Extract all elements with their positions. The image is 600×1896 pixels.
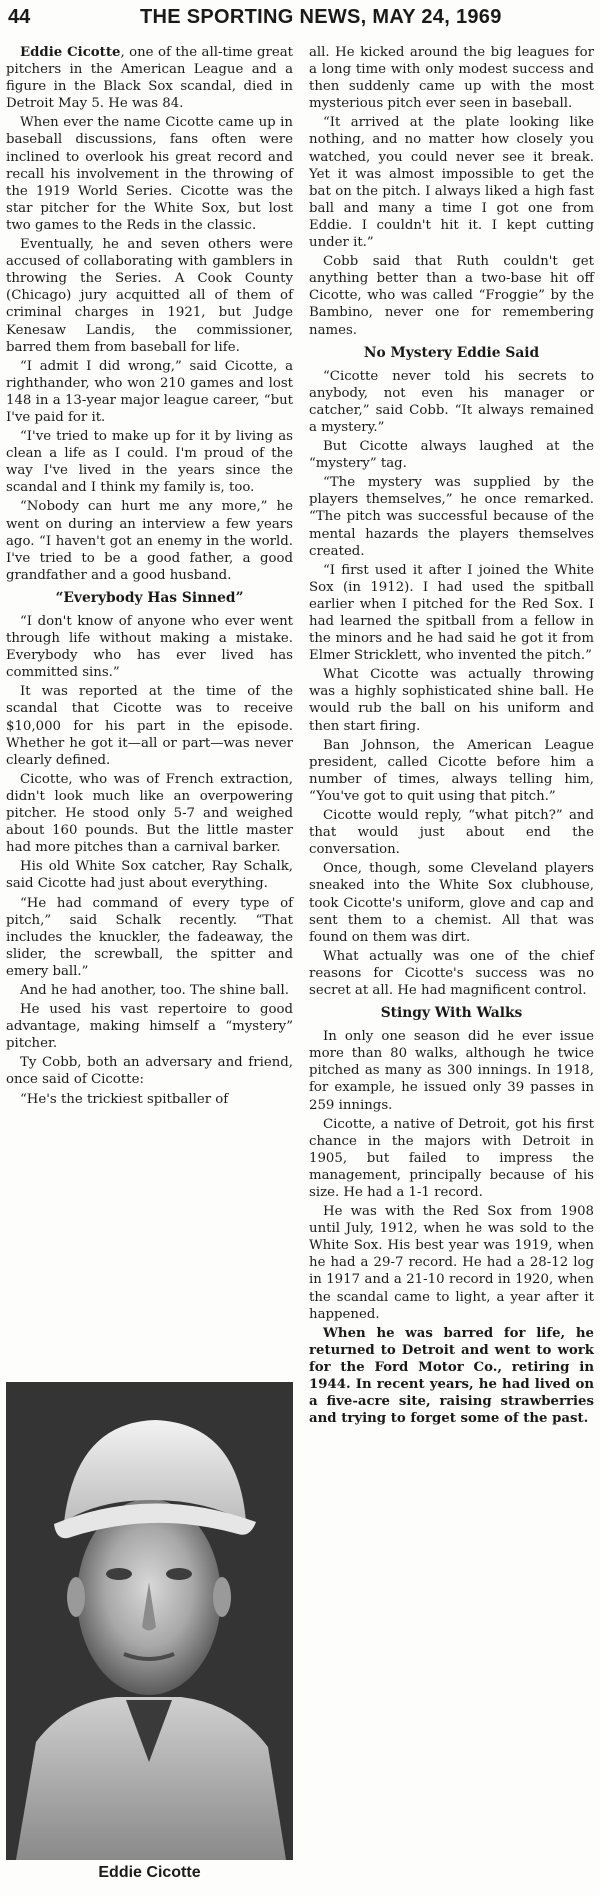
subhead-everybody-has-sinned: “Everybody Has Sinned” (55, 589, 244, 606)
page-number: 44 (8, 6, 31, 28)
article-paragraph: Cicotte, a native of Detroit, got his first chance in the majors with Detroit in 1905, but failed to impress the management, principally because of his size. He had a 1-1 record. (309, 1116, 594, 1200)
article-paragraph: What actually was one of the chief reasons for Cicotte's success was no secret at all. He had magnificent control. (309, 948, 594, 998)
article-column-right (309, 44, 594, 1429)
article-column-left (6, 44, 293, 1110)
article-paragraph: Ty Cobb, both an adversary and friend, once said of Cicotte: (6, 1055, 293, 1088)
article-paragraph: He was with the Red Sox from 1908 until July, 1912, when he was sold to the White Sox. His best year was 1919, when he had a 29-7 record. He had a 28-12 log in 1917 and a 21-10 record in 1920, when the scandal came to light, a year after it happened. (309, 1204, 594, 1322)
article-paragraph: “He had command of every type of pitch,” said Schalk recently. “That includes the knuckler, the fadeaway, the slider, the screwball, the spitter and emery ball.” (6, 895, 293, 979)
lead-name: Eddie Cicotte (20, 45, 121, 60)
article-paragraph: all. He kicked around the big leagues for a long time with only modest success and then suddenly came up with the most mysterious pitch ever seen in baseball. (309, 45, 594, 112)
article-paragraph: “I've tried to make up for it by living as clean a life as I could. I'm proud of the way I've lived in the years since the scandal and I think my family is, too. (6, 429, 293, 496)
article-paragraph: “Nobody can hurt me any more,” he went on during an interview a few years ago. “I haven't got an enemy in the world. I've tried to be a good father, a good grandfather and a good husband. (6, 499, 293, 583)
article-paragraph: Eventually, he and seven others were accused of collaborating with gamblers in throwing the Series. A Cook County (Chicago) jury acquitted all of them of criminal charges in 1921, but Judge Kenesaw Landis, the commissioner, barred them from baseball for life. (6, 237, 293, 355)
article-paragraph: “I don't know of anyone who ever went through life without making a mistake. Everybody who has ever lived has committed sins.” (6, 614, 293, 681)
article-paragraph: What Cicotte was actually throwing was a highly sophisticated shine ball. He would rub the ball on his uniform and then start firing. (309, 667, 594, 734)
photo-caption: Eddie Cicotte (98, 1864, 201, 1881)
page-header (8, 4, 592, 34)
article-paragraph: When he was barred for life, he returned to Detroit and went to work for the Ford Motor Co., retiring in 1944. In recent years, he had lived on a five-acre site, raising strawberries and trying to forget some of the past. (309, 1325, 594, 1427)
subhead-no-mystery: No Mystery Eddie Said (363, 344, 540, 361)
article-paragraph: When ever the name Cicotte came up in baseball discussions, fans often were inclined to overlook his great record and recall his involvement in the throwing of the 1919 World Series. Cicotte was the star pitcher for the White Sox, but lost two games to the Reds in the classic. (6, 115, 293, 233)
article-paragraph: His old White Sox catcher, Ray Schalk, said Cicotte had just about everything. (6, 859, 293, 892)
article-paragraph (6, 44, 293, 112)
article-paragraph: In only one season did he ever issue more than 80 walks, although he twice pitched as many as 300 innings. In 1918, for example, he issued only 39 passes in 259 innings. (309, 1029, 594, 1113)
lead-text: , one of the all-time great pitchers in the American League and a figure in the Black Sox scandal, died in Detroit May 5. He was 84. (6, 45, 294, 112)
subhead-stingy-with-walks: Stingy With Walks (380, 1005, 523, 1022)
portrait-photo (6, 1382, 293, 1860)
article-paragraph: “He's the trickiest spitballer of (20, 1091, 229, 1107)
article-paragraph: Once, though, some Cleveland players sneaked into the White Sox clubhouse, took Cicotte's uniform, glove and cap and sent them to a chemist. All that was found on them was dirt. (309, 861, 594, 945)
article-paragraph: “I first used it after I joined the White Sox (in 1912). I had used the spitball earlier when I pitched for the Red Sox. I had learned the spitball from a fellow in the minors and he had said he got it from Elmer Stricklett, who invented the pitch.” (309, 562, 594, 664)
article-paragraph: “I admit I did wrong,” said Cicotte, a righthander, who won 210 games and lost 148 in a 13-year major league career, “but I've paid for it. (6, 358, 293, 425)
article-paragraph: It was reported at the time of the scandal that Cicotte was to receive $10,000 for his part in the episode. Whether he got it—all or part—was never clearly defined. (6, 684, 293, 768)
article-paragraph: And he had another, too. The shine ball. (20, 982, 289, 998)
article-paragraph: He used his vast repertoire to good advantage, making himself a “mystery” pitcher. (6, 1002, 293, 1052)
masthead: THE SPORTING NEWS, MAY 24, 1969 (140, 6, 502, 28)
article-paragraph: Cicotte, who was of French extraction, didn't look much like an overpowering pitcher. He stood only 5-7 and weighed about 160 pounds. But the little master had more pitches than a carnival barker. (6, 771, 293, 856)
article-paragraph: Cobb said that Ruth couldn't get anything better than a two-base hit off Cicotte, who was called “Froggie” by the Bambino, never one for remembering names. (309, 254, 594, 338)
article-paragraph: Cicotte would reply, “what pitch?” and that would just about end the conversation. (309, 808, 594, 858)
article-paragraph: But Cicotte always laughed at the “mystery” tag. (309, 439, 594, 472)
article-paragraph: “It arrived at the plate looking like nothing, and no matter how closely you watched, you could never see it break. Yet it was almost impossible to get the bat on the pitch. I always liked a high fast ball and many a time I got one from Eddie. I couldn't hit it. I kept cutting under it.” (309, 115, 594, 251)
portrait-illustration (6, 1382, 293, 1860)
article-paragraph: Ban Johnson, the American League president, called Cicotte before him a number of times, always telling him, “You've got to quit using that pitch.” (309, 737, 594, 804)
article-paragraph: “Cicotte never told his secrets to anybody, not even his manager or catcher,” said Cobb. “It always remained a mystery.” (309, 368, 594, 435)
article-paragraph: “The mystery was supplied by the players themselves,” he once remarked. “The pitch was successful because of the mental hazards the players themselves created. (309, 475, 594, 559)
